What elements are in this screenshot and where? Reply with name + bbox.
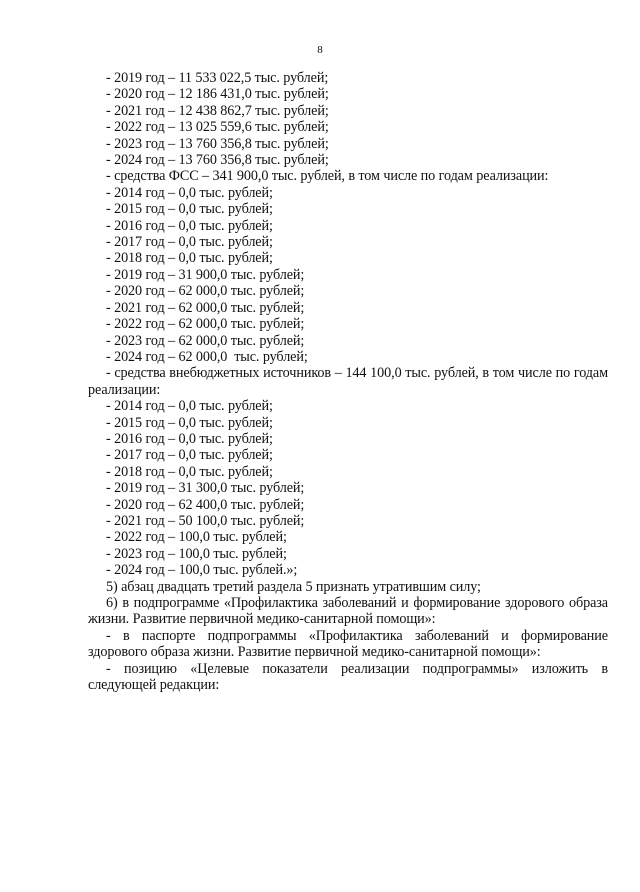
list-item: - 2024 год – 100,0 тыс. рублей.»; <box>106 562 298 579</box>
list-item: - 2014 год – 0,0 тыс. рублей; <box>106 184 273 201</box>
list-item: - 2020 год – 12 186 431,0 тыс. рублей; <box>106 86 329 103</box>
list-item: - 2016 год – 0,0 тыс. рублей; <box>106 217 273 234</box>
fss-funding-heading: - средства ФСС – 341 900,0 тыс. рублей, в том числе по годам реализации: <box>106 168 549 185</box>
list-item: - 2020 год – 62 400,0 тыс. рублей; <box>106 496 305 513</box>
list-item: - 2023 год – 62 000,0 тыс. рублей; <box>106 332 305 349</box>
list-item: - 2022 год – 13 025 559,6 тыс. рублей; <box>106 119 329 136</box>
list-item: - 2019 год – 31 900,0 тыс. рублей; <box>106 266 305 283</box>
list-item: - 2022 год – 62 000,0 тыс. рублей; <box>106 316 305 333</box>
list-item: - 2020 год – 62 000,0 тыс. рублей; <box>106 283 305 300</box>
list-item: - 2024 год – 62 000,0 тыс. рублей; <box>106 348 308 365</box>
list-item: - 2019 год – 31 300,0 тыс. рублей; <box>106 480 305 497</box>
list-item: - 2018 год – 0,0 тыс. рублей; <box>106 463 273 480</box>
target-indicators-paragraph: - позицию «Целевые показатели реализации подпрограммы» изложить в следующей редакции: <box>88 660 608 694</box>
list-item: - 2023 год – 13 760 356,8 тыс. рублей; <box>106 135 329 152</box>
list-item: - 2019 год – 11 533 022,5 тыс. рублей; <box>106 70 329 86</box>
extrabudget-funding-paragraph: - средства внебюджетных источников – 144 100,0 тыс. рублей, в том числе по годам реализации: <box>88 365 608 398</box>
list-item: - 2021 год – 12 438 862,7 тыс. рублей; <box>106 102 329 119</box>
list-item: - 2016 год – 0,0 тыс. рублей; <box>106 430 273 447</box>
list-item: - 2024 год – 13 760 356,8 тыс. рублей; <box>106 152 329 169</box>
item-5-paragraph: 5) абзац двадцать третий раздела 5 признать утратившим силу; <box>106 578 481 595</box>
list-item: - 2021 год – 62 000,0 тыс. рублей; <box>106 299 305 316</box>
funding-list-block-1 <box>88 70 608 365</box>
list-item: - 2017 год – 0,0 тыс. рублей; <box>106 447 273 464</box>
list-item: - 2022 год – 100,0 тыс. рублей; <box>106 529 287 546</box>
passport-paragraph: - в паспорте подпрограммы «Профилактика заболеваний и формирование здорового образа жизни. Развитие первичной медико-санитарной помощи»: <box>88 627 608 661</box>
document-body <box>88 70 608 693</box>
list-item: - 2014 год – 0,0 тыс. рублей; <box>106 398 273 415</box>
list-item: - 2017 год – 0,0 тыс. рублей; <box>106 234 273 251</box>
list-item: - 2015 год – 0,0 тыс. рублей; <box>106 414 273 431</box>
item-6-paragraph: 6) в подпрограмме «Профилактика заболеваний и формирование здорового образа жизни. Развитие первичной медико-санитарной помощи»: <box>88 595 608 628</box>
list-item: - 2015 год – 0,0 тыс. рублей; <box>106 201 273 218</box>
funding-list-block-2 <box>88 398 608 595</box>
page-number: 8 <box>317 44 323 56</box>
list-item: - 2023 год – 100,0 тыс. рублей; <box>106 545 287 562</box>
list-item: - 2021 год – 50 100,0 тыс. рублей; <box>106 512 305 529</box>
list-item: - 2018 год – 0,0 тыс. рублей; <box>106 250 273 267</box>
